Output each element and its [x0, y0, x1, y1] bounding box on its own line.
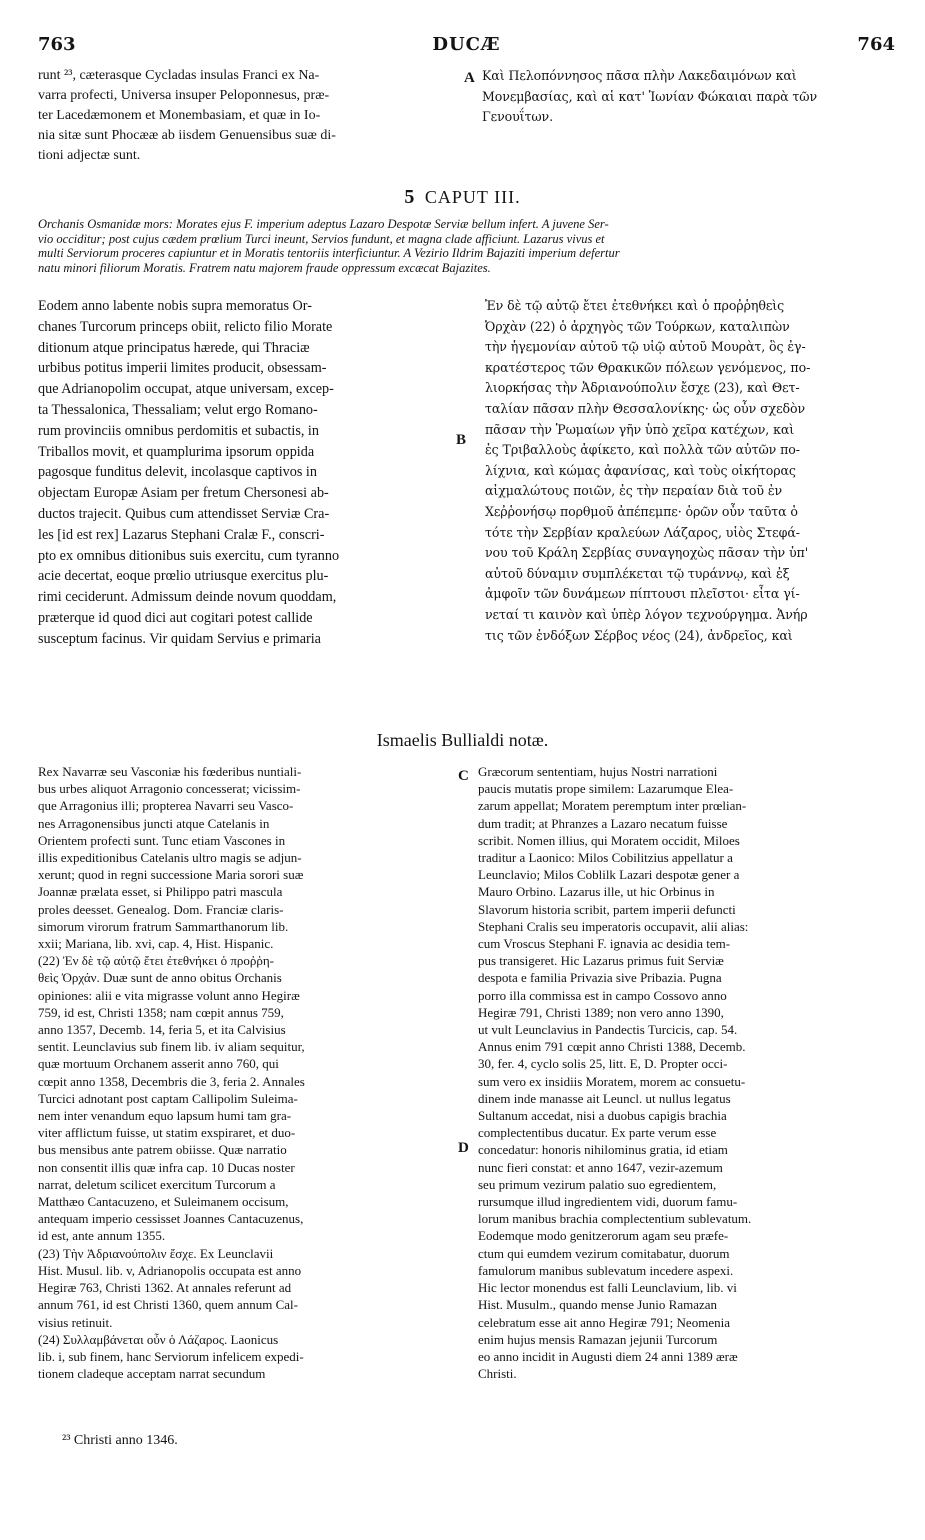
footnote: ²³ Christi anno 1346. — [62, 1433, 178, 1448]
chapter-title: CAPUT III. — [424, 187, 521, 207]
margin-marker-d: D — [458, 1140, 469, 1156]
page-number-right: 764 — [857, 34, 895, 55]
chapter-heading — [0, 186, 925, 209]
margin-marker-b: B — [456, 432, 467, 448]
main-greek-text: Ἐν δὲ τῷ αὐτῷ ἔτει ἐτεθνήκει καὶ ὁ προῤῥηθεὶς Ὀρχὰν (22) ὁ ἀρχηγὸς τῶν Τούρκων, καταλιπὼν τὴν ἡγεμονίαν αὐτοῦ τῷ υἱῷ αὐτοῦ Μουρὰτ, ὃς ἐγ- κρατέστερος τῶν Θρακικῶν πόλεων γενόμενος, πο- λιορκήσας τὴν Ἀδριανούπολιν ἔσχε (23), καὶ Θετ- ταλίαν πᾶσαν πλὴν Θεσσαλονίκης· ὡς οὖν σχεδὸν πᾶσαν τὴν Ῥωμαίων γῆν ὑπὸ χεῖρα κατέχων, καὶ ἐς Τριβαλλοὺς ἀφίκετο, καὶ πολλὰ τῶν αὐτῶν πο- λίχνια, καὶ κώμας ἀφανίσας, καὶ τοὺς οἰκήτορας αἰχμαλώτους ποιῶν, ἐς τὴν περαίαν διὰ τοῦ ἐν Χεῤῥονήσῳ πορθμοῦ ἀπέπεμπε· ὁρῶν οὖν ταῦτα ὁ τότε τὴν Σερβίαν κραλεύων Λάζαρος, υἱὸς Στεφά- νου τοῦ Κράλη Σερβίας συναγηοχὼς πᾶσαν τὴν ὑπ' αὐτοῦ δύναμιν συμπλέκεται τῷ τυράννῳ, καὶ ἐξ ἀμφοῖν τῶν δυνάμεων πίπτουσι πλεῖστοι· εἶτα γί- νεταί τι καινὸν καὶ ὑπὲρ λόγον τεχνούργημα. Ἀνήρ τις τῶν ἐνδόξων Σέρβος νέος (24), ἀνδρεῖος, καὶ — [485, 298, 811, 643]
running-title: DUCÆ — [432, 34, 501, 55]
intro-greek-text: Καὶ Πελοπόννησος πᾶσα πλὴν Λακεδαιμόνων καὶ Μονεμβασίας, καὶ αἱ κατ' Ἰωνίαν Φώκαιαι παρὰ τῶν Γενουΐτων. — [482, 68, 818, 125]
notes-right-column: Græcorum sententiam, hujus Nostri narrationi paucis mutatis prope similem: Lazarumque Elea- zarum appellat; Moratem peremptum inter prœlian- dum tradit; at Phranzes a Lazaro necatum fuisse scribit. Nomen illius, qui Moratem occidit, Miloes traditur a Laonico: Milos Cobilitzius appellatur a Leunclavio; Milos Coblilk Lazari despotæ gener a Mauro Orbino. Lazarus ille, ut hic Orbinus in Slavorum historia scribit, partem imperii defuncti Stephani Cralis seu imperatoris occupavit, alii alias: cum Vroscus Stephani F. ignavia ac desidia tem- pus transigeret. Hic Lazarus primus fuit Serviæ despota e familia Privazia sive Pribazia. Pugna porro illa commissa est in campo Cossovo anno Hegiræ 791, Christi 1389; non vero anno 1390, ut vult Leunclavius in Pandectis Turcicis, cap. 54. Annus enim 791 cœpit anno Christi 1388, Decemb. 30, fer. 4, cyclo solis 25, litt. E, D. Propter occi- sum vero ex insidiis Moratem, morem ac consuetu- dinem inde manasse ait Leuncl. ut nullus legatus Sultanum accedat, nisi a duobus capigis brachia complectentibus ducatur. Ex parte verum esse concedatur: honoris nihilominus gratia, id etiam nunc fieri constat: et anno 1647, vezir-azemum seu primum vezirum palatio suo egredientem, rursumque illud ingredientem vidi, duorum famu- lorum manibus brachia complectentium sublevatum. Eodemque modo genitzerorum agam seu præfe- ctum qui eumdem vezirum comitabatur, duorum famulorum manibus sublevatum incedere aspexi. Hic lector monendus est falli Leunclavium, lib. vi Hist. Musulm., quando mense Junio Ramazan celebratum esse ait anno Hegiræ 791; Neomenia enim hujus mensis Ramazan jejunii Turcorum eo anno incidit in Augusti diem 24 anni 1389 æræ Christi. — [478, 764, 752, 1382]
margin-marker-a: A — [464, 70, 475, 86]
chapter-summary: Orchanis Osmanidæ mors: Morates ejus F. imperium adeptus Lazaro Despotæ Serviæ bellum infert. A juvene Ser- vio occiditur; post cujus cædem prœlium Turci ineunt, Servios fundunt, et magna clade afficiunt. Lazarus vivus et multi Serviorum proceres capiuntur et in Moratis tentoriis interficiuntur. A Vezirio Ildrim Bajaziti imperium defertur natu minori filiorum Moratis. Fratrem natu majorem fraude oppressum excæcat Bajazites. — [38, 217, 620, 275]
page-number-left: 763 — [38, 34, 76, 55]
margin-marker-c: C — [458, 768, 469, 784]
notes-heading: Ismaelis Bullialdi notæ. — [376, 730, 549, 750]
main-latin-text: Eodem anno labente nobis supra memoratus Or- chanes Turcorum princeps obiit, relicto filio Morate ditionum atque principatus hærede, qui Thraciæ urbibus potitus imperii limites producit, obsessam- que Adrianopolim occupat, atque universam, excep- ta Thessalonica, Thessaliam; velut ergo Romano- rum provinciis omnibus perdomitis et subactis, in Triballos movit, et quamplurima ipsorum oppida pagosque funditus delevit, incolasque captivos in objectam Europæ Asiam per fretum Chersonesi ab- ductos trajecit. Quibus cum attendisset Serviæ Cra- les [id est rex] Lazarus Stephani Cralæ F., conscri- pto ex omnibus ditionibus suis exercitu, cum tyranno acie decertat, eoque prœlio utriusque exercitus plu- rimi ceciderunt. Admissum deinde novum quoddam, præterque id quod dici aut cogitari potest callide susceptum facinus. Vir quidam Servius e primaria — [38, 298, 340, 647]
chapter-margin-number: 5 — [404, 186, 416, 208]
notes-left-column: Rex Navarræ seu Vasconiæ his fœderibus nuntiali- bus urbes aliquot Arragonio concesserat; vicissim- que Arragonius illi; propterea Navarri seu Vasco- nes Arragonensibus juncti atque Catelanis in Orientem profecti sunt. Tunc etiam Vascones in illis expeditionibus Catelanis ultro magis se adjun- xerunt; quod in regni successione Maria sorori suæ Joannæ prælata esset, si Philippo patri mascula proles deesset. Genealog. Dom. Franciæ claris- simorum virorum fratrum Sammarthanorum lib. xxii; Mariana, lib. xvi, cap. 4, Hist. Hispanic. (22) Ἐν δὲ τῷ αὐτῷ ἔτει ἐτεθνήκει ὁ προῤῥη- θεὶς Ὀρχάν. Duæ sunt de anno obitus Orchanis opiniones: alii e vita migrasse volunt anno Hegiræ 759, id est, Christi 1358; nam cœpit annus 759, anno 1357, Decemb. 14, feria 5, et ita Calvisius sentit. Leunclavius sub finem lib. iv aliam sequitur, quæ mortuum Orchanem asserit anno 760, qui cœpit anno 1358, Decembris die 3, feria 2. Annales Turcici adnotant post captam Callipolim Suleima- nem inter venandum equo lapsum humi tam gra- viter afflictum fuisse, ut statim exspiraret, et duo- bus mensibus ante patrem obiisse. Quæ narratio non consentit illis quæ infra cap. 10 Ducas noster narrat, deletum scilicet exercitum Turcorum a Matthæo Cantacuzeno, et Suleimanem occisum, antequam imperio cessisset Joannes Cantacuzenus, id est, ante annum 1355. (23) Τὴν Ἀδριανούπολιν ἔσχε. Ex Leunclavii Hist. Musul. lib. v, Adrianopolis occupata est anno Hegiræ 763, Christi 1362. At annales referunt ad annum 761, id est Christi 1360, quem annum Cal- visius retinuit. (24) Συλλαμβάνεται οὖν ὁ Λάζαρος. Laonicus lib. i, sub finem, hanc Serviorum infelicem expedi- tionem cladeque acceptam narrat secundum — [38, 764, 305, 1382]
page-header — [38, 34, 895, 60]
intro-latin-text: runt ²³, cæterasque Cycladas insulas Franci ex Na- varra profecti, Universa insuper Peloponnesus, præ- ter Lacedæmonem et Monembasiam, et quæ in Io- nia sitæ sunt Phocææ ab iisdem Genuensibus suæ di- tioni adjectæ sunt. — [38, 68, 336, 163]
